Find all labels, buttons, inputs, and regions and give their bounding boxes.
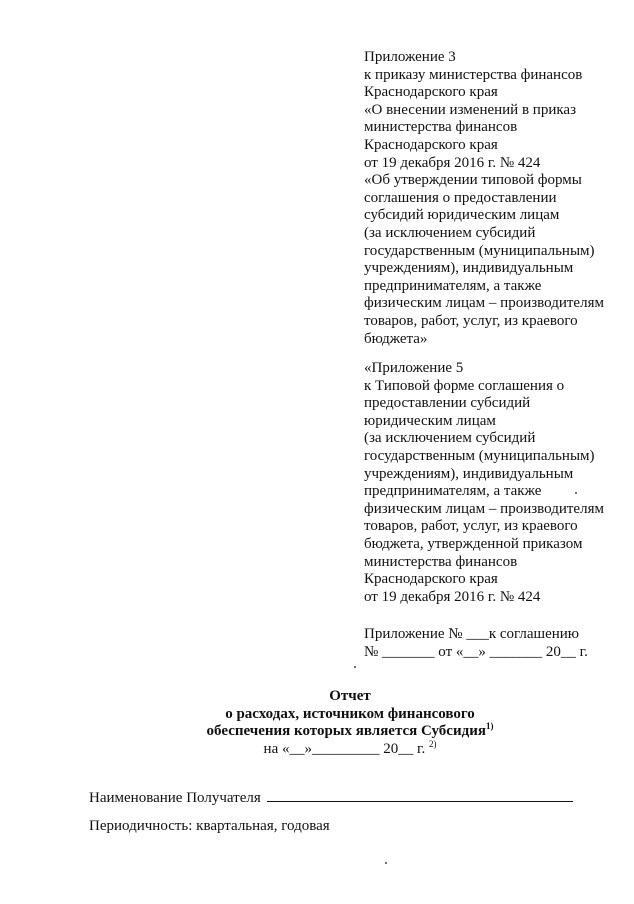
header-line: от 19 декабря 2016 г. № 424: [364, 154, 541, 171]
report-date-line: [150, 738, 550, 759]
header-line: бюджета»: [364, 330, 428, 347]
header-line: «Об утверждении типовой формы: [364, 172, 582, 189]
footnote-marker: 2): [428, 738, 437, 749]
header-line: соглашения о предоставлении: [364, 189, 557, 206]
periodicity-text: Периодичность: квартальная, годовая: [89, 818, 330, 834]
header-line: «Приложение 5: [364, 360, 464, 376]
scan-speck: [385, 862, 387, 864]
header-line: от 19 декабря 2016 г. № 424: [364, 588, 541, 605]
report-date-text: на «__»_________ 20__ г.: [263, 740, 426, 757]
header-line: Краснодарского края: [364, 136, 498, 153]
header-line: юридическим лицам: [364, 412, 496, 429]
appendix-3-header: [364, 49, 626, 348]
header-line: министерства финансов: [364, 553, 518, 570]
recipient-name-line: [89, 788, 573, 807]
recipient-name-field[interactable]: [267, 788, 573, 802]
header-line: к Типовой форме соглашения о: [364, 377, 565, 394]
header-line: учреждениям), индивидуальным: [364, 465, 574, 482]
footnote-marker: 1): [485, 721, 494, 731]
header-line: предоставлении субсидий: [364, 395, 531, 412]
header-line: товаров, работ, услуг, из краевого: [364, 312, 578, 329]
header-line: (за исключением субсидий: [364, 430, 536, 447]
report-subtitle-text: обеспечения которых является Субсидия: [206, 723, 486, 739]
report-title: Отчет: [329, 688, 371, 704]
header-line: государственным (муниципальным): [364, 447, 595, 464]
header-line: Приложение 3: [364, 49, 456, 65]
header-line: предпринимателям, а также: [364, 277, 542, 294]
report-subtitle-line: о расходах, источником финансового: [225, 705, 475, 722]
agreement-reference: [364, 626, 626, 661]
scan-speck: [575, 492, 577, 494]
header-line: государственным (муниципальным): [364, 242, 595, 259]
header-line: Краснодарского края: [364, 84, 498, 101]
header-line: бюджета, утвержденной приказом: [364, 535, 583, 552]
header-line: «О внесении изменений в приказ: [364, 101, 576, 118]
header-line: физическим лицам – производителям: [364, 295, 604, 312]
header-line: к приказу министерства финансов: [364, 66, 583, 83]
header-line: физическим лицам – производителям: [364, 500, 604, 517]
agreement-appendix-line: Приложение № ___к соглашению: [364, 626, 580, 642]
report-subtitle-line: [150, 723, 550, 741]
agreement-number-date-line: № _______ от «__» _______ 20__ г.: [364, 643, 588, 660]
appendix-5-header: [364, 360, 626, 606]
report-title-block: [150, 688, 550, 758]
scan-speck: [354, 666, 356, 668]
header-line: субсидий юридическим лицам: [364, 207, 560, 224]
header-line: учреждениям), индивидуальным: [364, 260, 574, 277]
header-line: (за исключением субсидий: [364, 224, 536, 241]
header-line: министерства финансов: [364, 119, 518, 136]
header-line: Краснодарского края: [364, 571, 498, 588]
recipient-label: Наименование Получателя: [89, 790, 261, 806]
header-line: товаров, работ, услуг, из краевого: [364, 518, 578, 535]
header-line: предпринимателям, а также: [364, 483, 542, 500]
